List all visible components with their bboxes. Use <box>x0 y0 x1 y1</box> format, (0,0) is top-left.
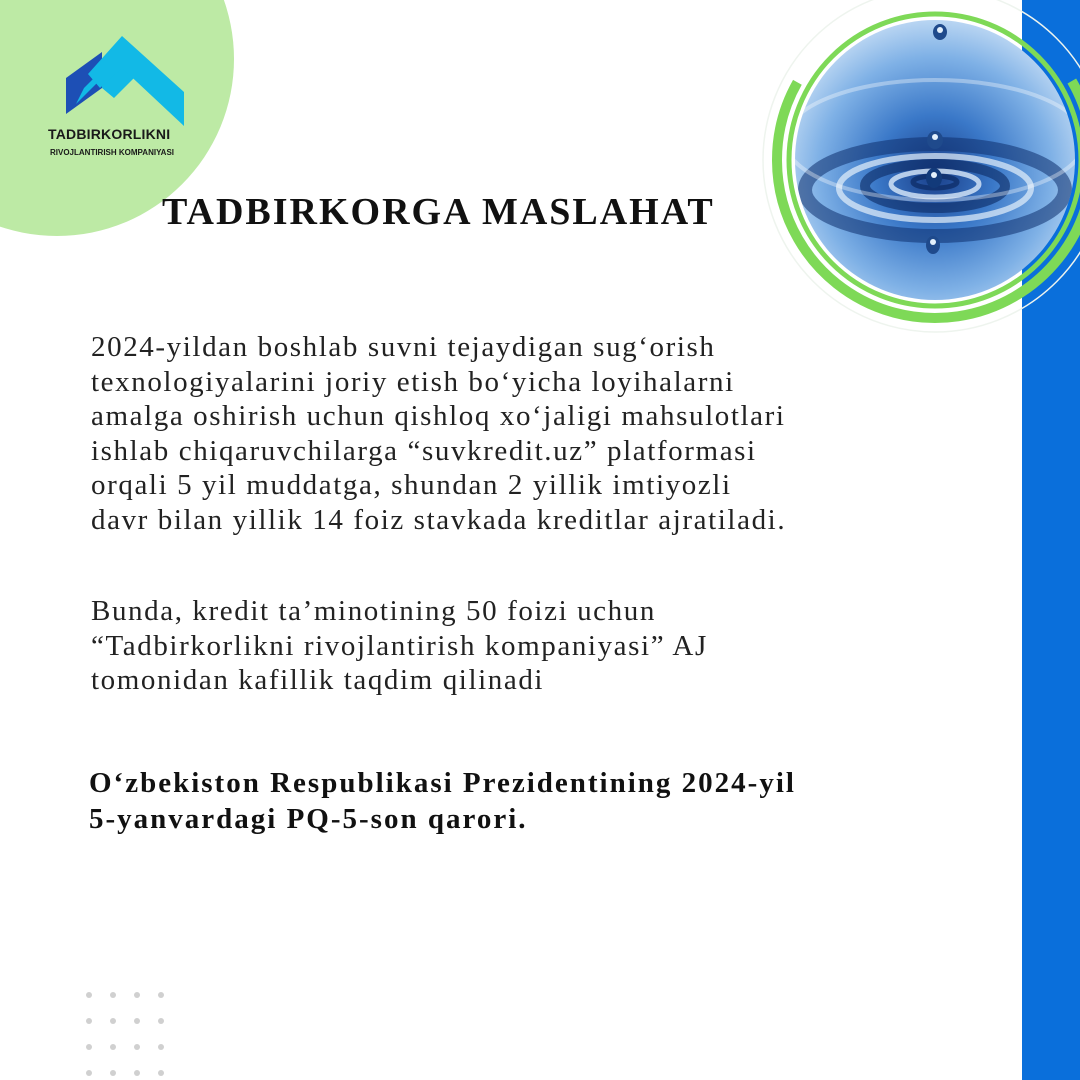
roof-chevron-logo-icon <box>62 30 186 126</box>
dot <box>134 1070 140 1076</box>
dot <box>158 1070 164 1076</box>
page-title: TADBIRKORGA MASLAHAT <box>162 191 715 233</box>
citation-line: O‘zbekiston Respublikasi Prezidentining 2024-yil <box>89 767 796 799</box>
logo-subtitle: RIVOJLANTIRISH KOMPANIYASI <box>50 148 175 157</box>
source-citation <box>89 765 796 837</box>
dot <box>134 1018 140 1024</box>
paragraph-line: amalga oshirish uchun qishloq xo‘jaligi mahsulotlari <box>91 400 786 432</box>
dot <box>158 1044 164 1050</box>
paragraph-line: ishlab chiqaruvchilarga “suvkredit.uz” platformasi <box>91 434 757 467</box>
paragraph-line: orqali 5 yil muddatga, shundan 2 yillik imtiyozli <box>91 469 732 501</box>
paragraph-line: “Tadbirkorlikni rivojlantirish kompaniyasi” AJ <box>91 629 708 662</box>
citation-line: 5-yanvardagi PQ-5-son qarori. <box>89 803 528 835</box>
dot <box>86 1018 92 1024</box>
dot <box>110 992 116 998</box>
paragraph-line: Bunda, kredit ta’minotining 50 foizi uchun <box>91 595 656 627</box>
dot <box>86 1044 92 1050</box>
dot <box>110 1044 116 1050</box>
dot <box>134 1044 140 1050</box>
dot <box>110 1070 116 1076</box>
dot <box>86 992 92 998</box>
company-logo <box>48 30 208 160</box>
dot-grid-decoration <box>86 992 164 1076</box>
dot <box>110 1018 116 1024</box>
main-paragraph <box>91 330 786 537</box>
paragraph-line: davr bilan yillik 14 foiz stavkada kreditlar ajratiladi. <box>91 503 787 536</box>
paragraph-line: tomonidan kafillik taqdim qilinadi <box>91 664 545 696</box>
dot <box>134 992 140 998</box>
dot <box>158 1018 164 1024</box>
paragraph-line: texnologiyalarini joriy etish bo‘yicha loyihalarni <box>91 365 735 398</box>
dot <box>86 1070 92 1076</box>
water-drop-ripple-photo <box>730 0 1080 360</box>
guarantee-paragraph <box>91 594 708 698</box>
paragraph-line: 2024-yildan boshlab suvni tejaydigan sug‘orish <box>91 331 716 363</box>
logo-title: TADBIRKORLIKNI <box>48 126 171 142</box>
dot <box>158 992 164 998</box>
